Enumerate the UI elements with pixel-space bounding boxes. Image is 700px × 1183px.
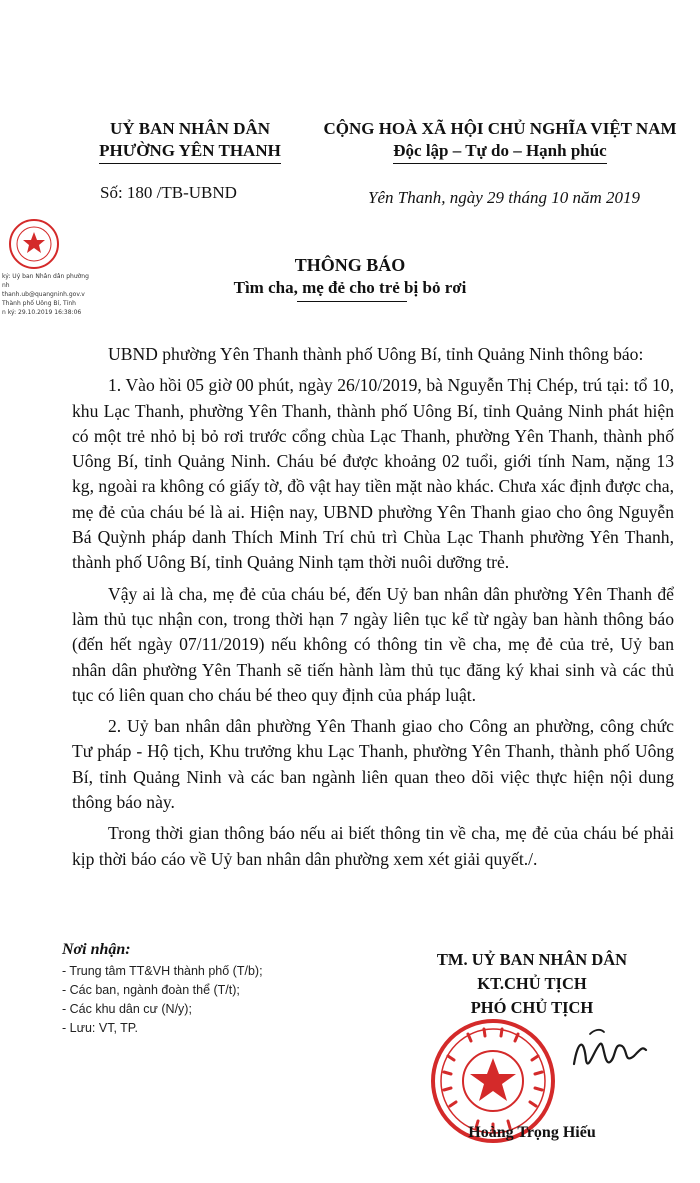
subtitle-underline bbox=[297, 301, 407, 302]
recipients-title: Nơi nhận: bbox=[62, 941, 131, 958]
document-number: Số: 180 /TB-UBND bbox=[100, 183, 237, 202]
agency-line-2: PHƯỜNG YÊN THANH bbox=[99, 140, 281, 164]
e-sig-line: ký: Uỷ ban Nhân dân phường bbox=[2, 273, 89, 280]
recipient-item: - Các ban, ngành đoàn thể (T/t); bbox=[62, 983, 240, 997]
body-intro: UBND phường Yên Thanh thành phố Uông Bí, tỉnh Quảng Ninh thông báo: bbox=[108, 344, 644, 364]
republic-name: CỘNG HOÀ XÃ HỘI CHỦ NGHĨA VIỆT NAM bbox=[323, 119, 677, 138]
agency-line-1: UỶ BAN NHÂN DÂN bbox=[109, 119, 271, 138]
body-paragraph-3: 2. Uỷ ban nhân dân phường Yên Thanh giao cho Công an phường, công chức Tư pháp - Hộ tịch, Khu trưởng khu Lạc Thanh, phường Yên Thanh, thành phố Uông Bí, tỉnh Quảng Ninh và các ban ngành liên quan theo dõi việc thực hiện nội dung thông báo này. bbox=[72, 716, 674, 813]
sign-line-1: TM. UỶ BAN NHÂN DÂN bbox=[436, 950, 628, 969]
signer-name: Hoàng Trọng Hiếu bbox=[468, 1124, 596, 1141]
body-paragraph-4: Trong thời gian thông báo nếu ai biết thông tin về cha, mẹ đẻ của cháu bé phải kịp thời báo cáo về Uỷ ban nhân dân phường xem xét giải quyết./. bbox=[72, 823, 674, 869]
recipient-item: - Lưu: VT, TP. bbox=[62, 1021, 138, 1035]
recipient-item: - Các khu dân cư (N/y); bbox=[62, 1002, 192, 1016]
body-paragraph-1: 1. Vào hồi 05 giờ 00 phút, ngày 26/10/2019, bà Nguyễn Thị Chép, trú tại: tổ 10, khu Lạc Thanh, phường Yên Thanh, thành phố Uông Bí, tỉnh Quảng Ninh phát hiện có một trẻ nhỏ bị bỏ rơi trước cổng chùa Lạc Thanh, phường Yên Thanh, thành phố Uông Bí, tỉnh Quảng Ninh. Cháu bé được khoảng 02 tuổi, giới tính Nam, nặng 13 kg, ngoài ra không có giấy tờ, đồ vật hay tiền mặt nào khác. Chưa xác định được cha, mẹ đẻ của cháu bé là ai. Hiện nay, UBND phường Yên Thanh giao cho ông Nguyễn Bá Quỳnh pháp danh Thích Minh Trí chủ trì Chùa Lạc Thanh phường Yên Thanh, thành phố Uông Bí, tỉnh Quảng Ninh tạm thời nuôi dưỡng trẻ. bbox=[72, 375, 674, 573]
document-title: THÔNG BÁO bbox=[294, 255, 406, 275]
e-sig-line: n ký: 29.10.2019 16:38:06 bbox=[2, 309, 82, 316]
agency-header bbox=[70, 118, 310, 164]
handwritten-signature-icon bbox=[570, 1020, 650, 1080]
sign-line-3: PHÓ CHỦ TỊCH bbox=[470, 998, 594, 1017]
e-sig-line: nh bbox=[2, 282, 10, 289]
document-subtitle: Tìm cha, mẹ đẻ cho trẻ bị bỏ rơi bbox=[233, 278, 467, 297]
body-paragraph-2: Vậy ai là cha, mẹ đẻ của cháu bé, đến Uỷ ban nhân dân phường Yên Thanh để làm thủ tục nhận con, trong thời hạn 7 ngày liên tục kể từ ngày ban hành thông báo (đến hết ngày 07/11/2019) nếu không có thông tin về cha, mẹ đẻ của trẻ, Uỷ ban nhân dân phường Yên Thanh sẽ tiến hành làm thủ tục đăng ký khai sinh và các thủ tục có liên quan cho cháu bé theo quy định của pháp luật. bbox=[72, 583, 674, 705]
sign-line-2: KT.CHỦ TỊCH bbox=[477, 974, 587, 993]
e-sig-line: thanh.ub@quangninh.gov.v bbox=[2, 291, 85, 298]
recipient-item: - Trung tâm TT&VH thành phố (T/b); bbox=[62, 964, 263, 978]
document-body bbox=[72, 342, 674, 878]
recipients bbox=[62, 941, 362, 1038]
dateline: Yên Thanh, ngày 29 tháng 10 năm 2019 bbox=[368, 188, 640, 207]
signature-block bbox=[402, 948, 662, 1020]
national-header bbox=[300, 118, 700, 164]
e-sig-line: Thành phố Uông Bí, Tỉnh bbox=[2, 300, 76, 307]
national-motto: Độc lập – Tự do – Hạnh phúc bbox=[393, 140, 606, 164]
